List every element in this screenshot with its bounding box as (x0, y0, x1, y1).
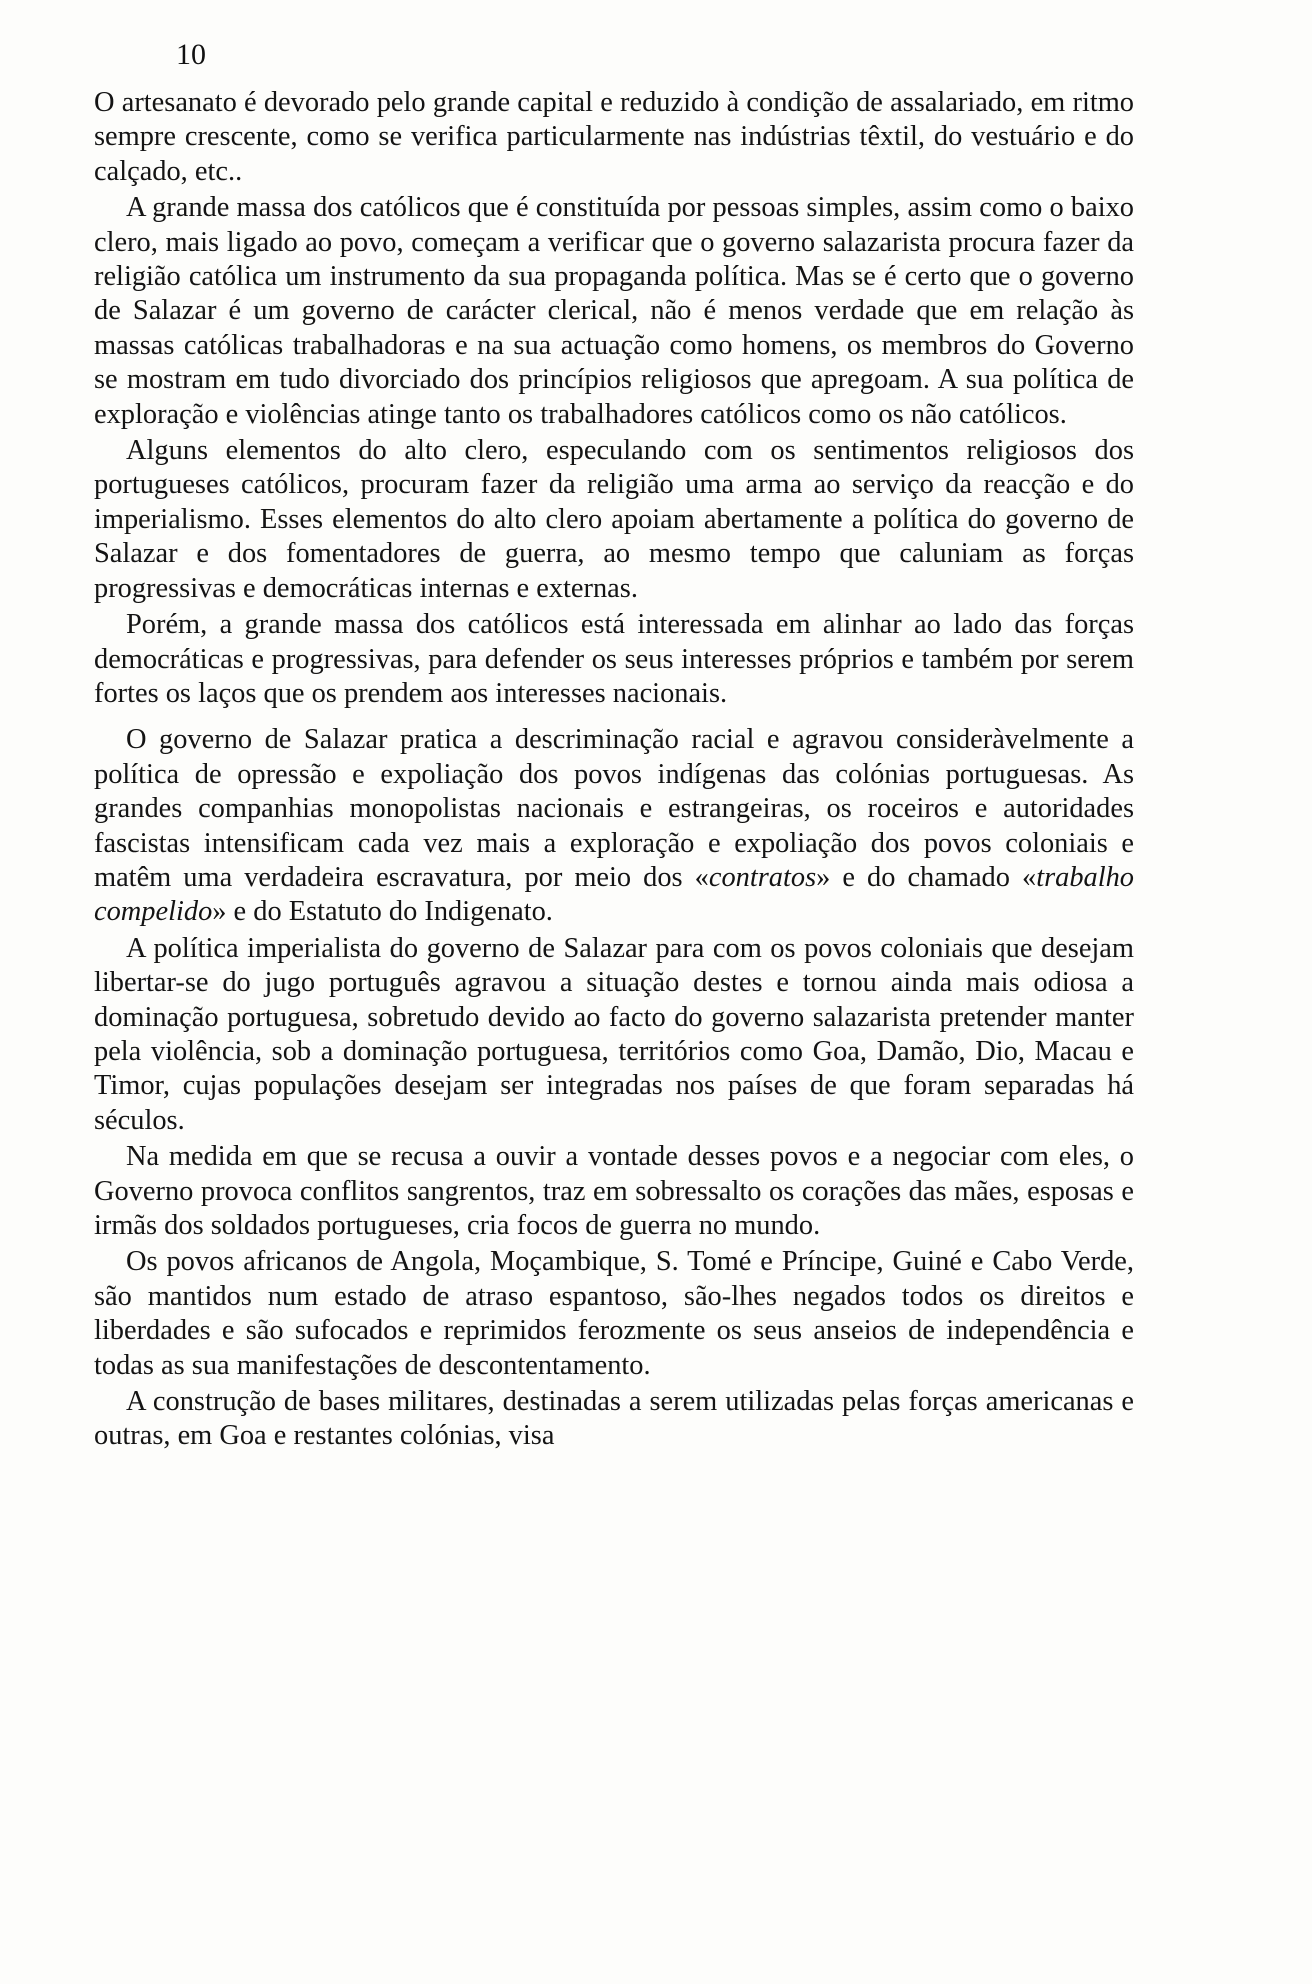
paragraph-artesanato: O artesanato é devorado pelo grande capital e reduzido à condição de assalariado, em ritmo sempre crescente, como se verifica particularmente nas indústrias têxtil, do vestuário e do calçado, etc.. (94, 87, 1134, 187)
paragraph-bases-militares: A construção de bases militares, destinadas a serem utilizadas pelas forças americanas e outras, em Goa e restantes colónias, visa (94, 1386, 1134, 1452)
paragraph-descriminacao-middle: » e do chamado « (816, 861, 1037, 893)
paragraph-povos-africanos: Os povos africanos de Angola, Moçambique, S. Tomé e Príncipe, Guiné e Cabo Verde, são mantidos num estado de atraso espantoso, são-lhes negados todos os direitos e liberdades e são sufocados e reprimidos ferozmente os seus anseios de independência e todas as sua manifestações de descontentamento. (94, 1246, 1134, 1381)
page-number: 10 (176, 38, 206, 71)
term-contratos: contratos (708, 861, 817, 893)
body-text (94, 86, 1134, 1454)
paragraph-massa-catolicos: Porém, a grande massa dos católicos está interessada em alinhar ao lado das forças democráticas e progressivas, para defender os seus interesses próprios e também por serem fortes os laços que os prendem aos interesses nacionais. (94, 609, 1134, 709)
paragraph-medida: Na medida em que se recusa a ouvir a vontade desses povos e a negociar com eles, o Governo provoca conflitos sangrentos, traz em sobressalto os corações das mães, esposas e irmãs dos soldados portugueses, cria focos de guerra no mundo. (94, 1141, 1134, 1241)
paragraph-descriminacao-text: O governo de Salazar pratica a descriminação racial e agravou consideràvelmente a política de opressão e expoliação dos povos indígenas das colónias portuguesas. As grandes companhias monopolistas nacionais e estrangeiras, os roceiros e autoridades fascistas intensificam cada vez mais a exploração e expoliação dos povos coloniais e matêm uma verdadeira escravatura, por meio dos « (94, 724, 1134, 893)
paragraph-alto-clero: Alguns elementos do alto clero, especulando com os sentimentos religiosos dos portugueses católicos, procuram fazer da religião uma arma ao serviço da reacção e do imperialismo. Esses elementos do alto clero apoiam abertamente a política do governo de Salazar e dos fomentadores de guerra, ao mesmo tempo que caluniam as forças progressivas e democráticas internas e externas. (94, 435, 1134, 604)
term-trabalho-compelido: trabalho compelido (94, 861, 1134, 928)
paragraph-descriminacao-end: » e do Estatuto do Indigenato. (212, 896, 553, 928)
paragraph-catolicos: A grande massa dos católicos que é constituída por pessoas simples, assim como o baixo clero, mais ligado ao povo, começam a verificar que o governo salazarista procura fazer da religião católica um instrumento da sua propaganda política. Mas se é certo que o governo de Salazar é um governo de carácter clerical, não é menos verdade que em relação às massas católicas trabalhadoras e na sua actuação como homens, os membros do Governo se mostram em tudo divorciado dos princípios religiosos que apregoam. A sua política de exploração e violências atinge tanto os trabalhadores católicos como os não católicos. (94, 192, 1134, 430)
paragraph-descriminacao (94, 723, 1134, 929)
paragraph-politica-imperialista: A política imperialista do governo de Salazar para com os povos coloniais que desejam libertar-se do jugo português agravou a situação destes e tornou ainda mais odiosa a dominação portuguesa, sobretudo devido ao facto do governo salazarista pretender manter pela violência, sob a dominação portuguesa, territórios como Goa, Damão, Dio, Macau e Timor, cujas populações desejam ser integradas nos países de que foram separadas há séculos. (94, 932, 1134, 1136)
